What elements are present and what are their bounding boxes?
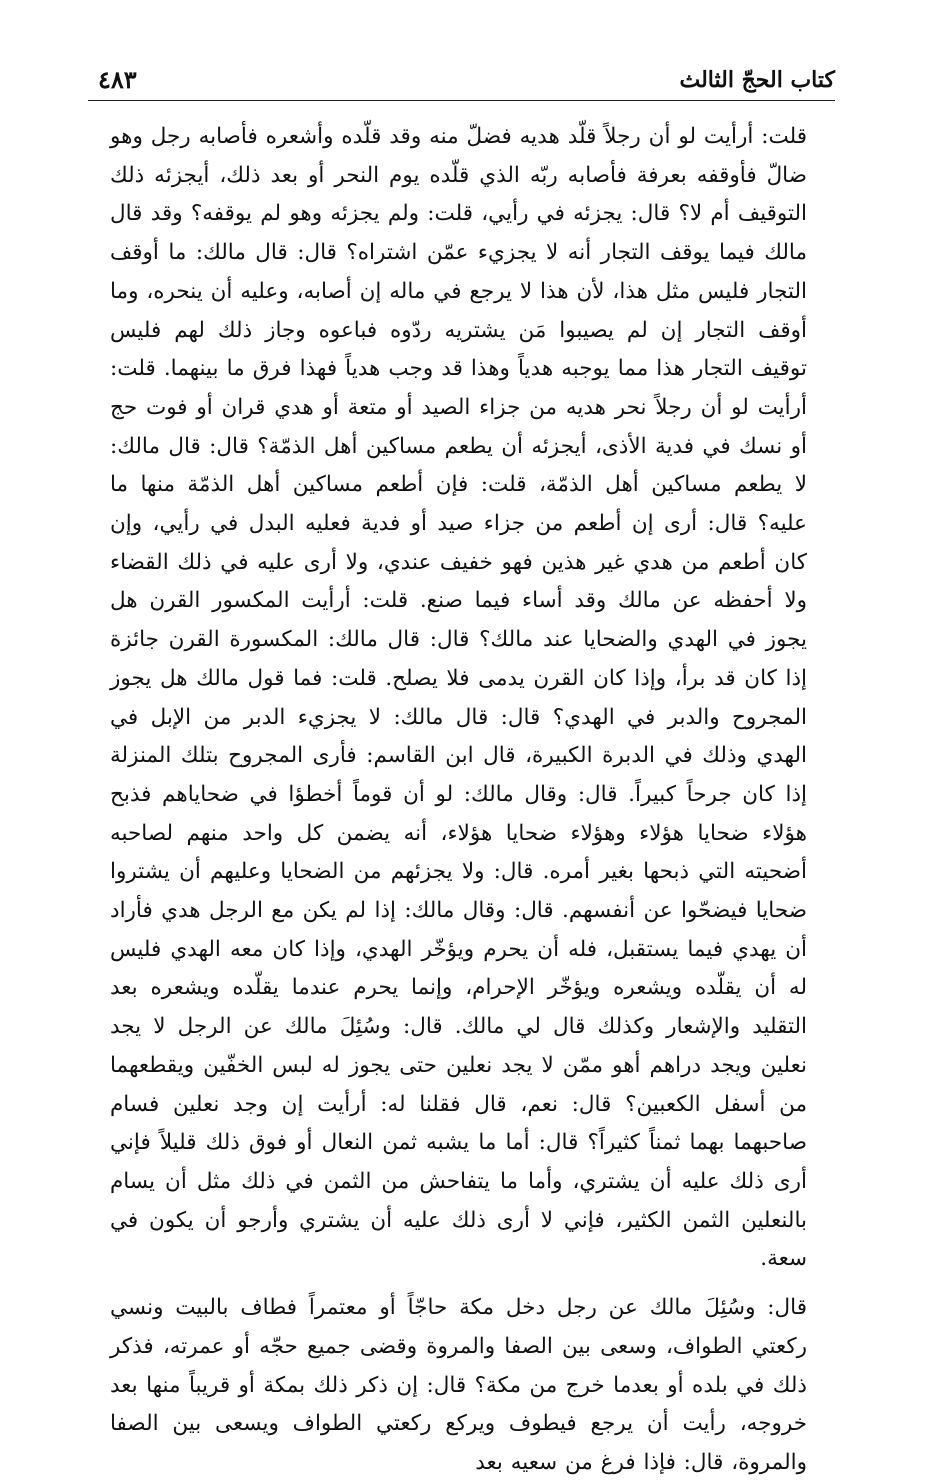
page-header [88,60,835,101]
paragraph: قلت: أرأيت لو أن رجلاً قلّد هديه فضلّ منه وقد قلّده وأشعره فأصابه رجل وهو ضالّ فأوقفه بعرفة فأصابه ربّه الذي قلّده يوم النحر أو بعد ذلك، أيجزئه ذلك التوقيف أم لا؟ قال: يجزئه في رأيي، قلت: ولم يجزئه وهو لم يوقفه؟ وقد قال مالك فيما يوقف التجار أنه لا يجزيء عمّن اشتراه؟ قال: قال مالك: ما أوقف التجار فليس مثل هذا، لأن هذا لا يرجع في ماله إن أصابه، وعليه أن ينحره، وما أوقف التجار إن لم يصيبوا مَن يشتريه ردّوه فباعوه وجاز ذلك لهم فليس توقيف التجار هذا مما يوجبه هدياً وهذا قد وجب هدياً فهذا فرق ما بينهما. قلت: أرأيت لو أن رجلاً نحر هديه من جزاء الصيد أو متعة أو هدي قران أو فوت حج أو نسك في فدية الأذى، أيجزئه أن يطعم مساكين أهل الذمّة؟ قال: قال مالك: لا يطعم مساكين أهل الذمّة، قلت: فإن أطعم مساكين أهل الذمّة منها ما عليه؟ قال: أرى إن أطعم من جزاء صيد أو فدية فعليه البدل في رأيي، وإن كان أطعم من هدي غير هذين فهو خفيف عندي، ولا أرى عليه في ذلك القضاء ولا أحفظه عن مالك وقد أساء فيما صنع. قلت: أرأيت المكسور القرن هل يجوز في الهدي والضحايا عند مالك؟ قال: قال مالك: المكسورة القرن جائزة إذا كان قد برأ، وإذا كان القرن يدمى فلا يصلح. قلت: فما قول مالك هل يجوز المجروح والدبر في الهدي؟ قال: قال مالك: لا يجزيء الدبر من الإبل في الهدي وذلك في الدبرة الكبيرة، قال ابن القاسم: فأرى المجروح بتلك المنزلة إذا كان جرحاً كبيراً. قال: وقال مالك: لو أن قوماً أخطؤا في ضحاياهم فذبح هؤلاء ضحايا هؤلاء وهؤلاء ضحايا هؤلاء، أنه يضمن كل واحد منهم لصاحبه أضحيته التي ذبحها بغير أمره. قال: ولا يجزئهم من الضحايا وعليهم أن يشتروا ضحايا فيضحّوا عن أنفسهم. قال: وقال مالك: إذا لم يكن مع الرجل هدي فأراد أن يهدي فيما يستقبل، فله أن يحرم ويؤخّر الهدي، وإذا كان معه الهدي فليس له أن يقلّده ويشعره ويؤخّر الإحرام، وإنما يحرم عندما يقلّده ويشعره بعد التقليد والإشعار وكذلك قال لي مالك. قال: وسُئِلَ مالك عن الرجل لا يجد نعلين ويجد دراهم أهو ممّن لا يجد نعلين حتى يجوز له لبس الخفّين ويقطعهما من أسفل الكعبين؟ قال: نعم، قال فقلنا له: أرأيت إن وجد نعلين فسام صاحبهما بهما ثمناً كثيراً؟ قال: أما ما يشبه ثمن النعال أو فوق ذلك قليلاً فإني أرى ذلك عليه أن يشتري، وأما ما يتفاحش من الثمن في ذلك مثل أن يسام بالنعلين الثمن الكثير، فإني لا أرى ذلك عليه أن يشتري وأرجو أن يكون في سعة. [110,124,807,1272]
paragraph: قال: وسُئِلَ مالك عن رجل دخل مكة حاجّاً أو معتمراً فطاف بالبيت ونسي ركعتي الطواف، وسعى بين الصفا والمروة وقضى جميع حجّه أو عمرته، فذكر ذلك في بلده أو بعدما خرج من مكة؟ قال: إن ذكر ذلك بمكة أو قريباً منها بعد خروجه، رأيت أن يرجع فيطوف ويركع ركعتي الطواف ويسعى بين الصفا والمروة، قال: فإذا فرغ من سعيه بعد [110,1295,807,1475]
page-body [110,118,807,1483]
page-number: ٤٨٣ [98,65,137,94]
running-title: كتاب الحجّ الثالث [679,67,835,93]
